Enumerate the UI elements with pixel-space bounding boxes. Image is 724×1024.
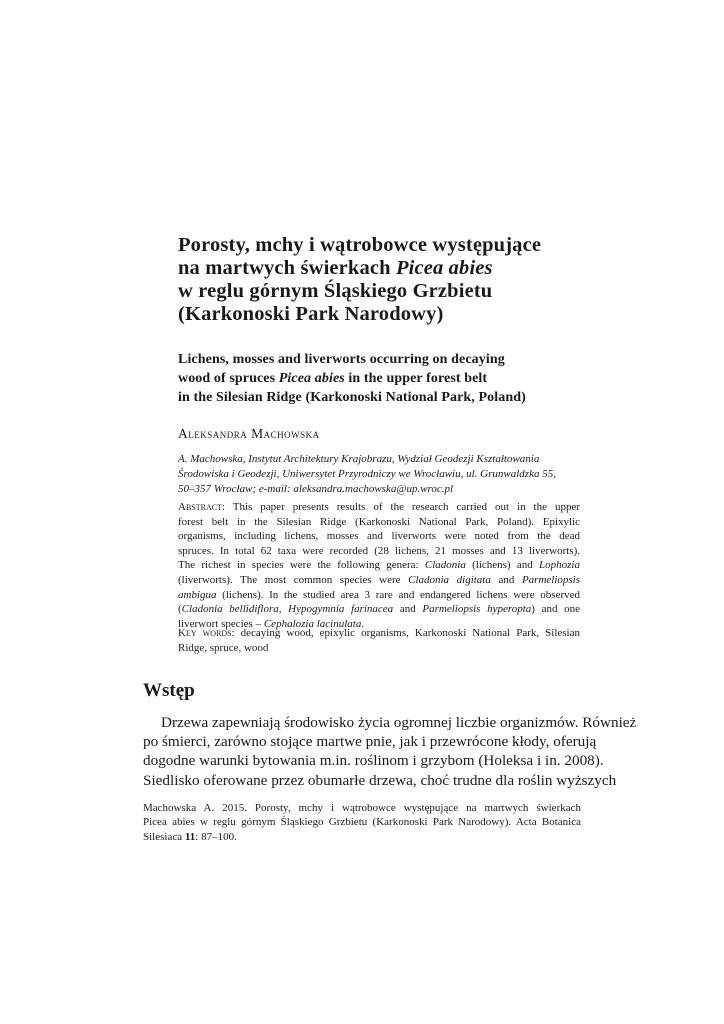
species-name: Cladonia digitata [408,573,491,586]
affiliation-line-1: A. Machowska, Instytut Architektury Krajobrazu, Wydział Geodezji Kształtowania [178,453,540,465]
title-polish-line-2-text: na martwych świerkach [178,257,396,279]
abstract-text: . [361,617,365,630]
citation-line-1: Machowska A. 2015. Porosty, mchy i wątrobowce występujące na martwych świerkach [143,802,581,814]
keywords-line-1 [178,626,580,641]
abstract-text: (lichens) and [465,559,540,572]
author-name: Aleksandra Machowska [178,426,320,441]
body-line-3: dogodne warunki bytowania m.in. roślinom i grzybom (Holeksa i in. 2008). [143,752,604,770]
abstract-line-6 [178,573,580,588]
genus-name: Cladonia [424,559,466,572]
citation-text: : 87–100. [195,830,237,843]
abstract-line-7 [178,588,580,603]
title-polish-line-2 [178,257,618,280]
title-english [178,350,598,407]
title-english-line-2-text-b: in the upper forest belt [344,371,488,386]
section-body [143,713,637,790]
citation-line-3 [143,830,581,844]
affiliation-line-2: Środowiska i Geodezji, Uniwersytet Przyrodniczy we Wrocławiu, ul. Grunwaldzka 55, [178,468,556,480]
author-affiliation [178,452,578,497]
title-english-line-2-text-a: wood of spruces [178,371,279,386]
species-name: Parmeliopsis hyperopta [422,603,532,616]
species-name: Cladonia bellidiflora, Hypogymnia farinacea [181,603,394,616]
title-polish [178,234,618,326]
abstract-text: This paper presents results of the research carried out in the upper [225,501,580,513]
abstract-text: The richest in species were the following genera: [178,559,425,572]
title-english-line-2 [178,369,598,388]
title-english-line-1: Lichens, mosses and liverworts occurring on decaying [178,352,505,367]
abstract-text: (liverworts). The most common species were [178,573,409,586]
abstract-line-4: spruces. In total 62 taxa were recorded (28 lichens, 21 mosses and 13 liverworts). [178,544,580,557]
keywords-line-2: Ridge, spruce, wood [178,641,269,654]
species-name: Parmeliopsis [521,573,580,586]
citation-footnote [143,801,581,844]
abstract-line-8 [178,602,580,617]
keywords-text: decaying wood, epixylic organisms, Karkonoski National Park, Silesian [234,627,580,639]
abstract-line-1 [178,500,580,515]
abstract-text: ( [178,603,182,616]
genus-name: Lophozia [539,559,580,572]
title-english-line-3: in the Silesian Ridge (Karkonoski National Park, Poland) [178,390,526,405]
title-polish-line-4: (Karkonoski Park Narodowy) [178,303,444,325]
species-name: Picea abies [278,371,345,386]
abstract-line-3: organisms, including lichens, mosses and liverworts were noted from the dead [178,530,580,543]
body-line-4: Siedlisko oferowane przez obumarłe drzewa, choć trudne dla roślin wyższych [143,771,617,789]
abstract-line-5 [178,558,580,573]
species-name: Picea abies [395,257,493,279]
species-name: ambigua [178,588,217,601]
abstract-text: and [393,603,423,616]
abstract-text: ) and one [531,603,581,616]
body-line-1: Drzewa zapewniają środowisko życia ogromnej liczbie organizmów. Również [161,714,637,731]
body-line-2: po śmierci, zarówno stojące martwe pnie, jak i przewrócone kłody, oferują [143,733,597,751]
abstract-label: Abstract: [178,501,226,513]
citation-text: Silesiaca [143,830,185,843]
abstract-line-2: forest belt in the Silesian Ridge (Karkonoski National Park, Poland). Epixylic [178,515,580,528]
journal-volume: 11 [184,830,196,843]
abstract-text: liverwort species – [178,617,264,630]
title-polish-line-1: Porosty, mchy i wątrobowce występujące [178,234,542,256]
keywords [178,626,580,655]
abstract-text: (lichens). In the studied area 3 rare and endangered lichens were observed [216,588,580,601]
species-name: Cephalozia lacinulata [263,617,362,630]
title-polish-line-3: w reglu górnym Śląskiego Grzbietu [178,280,493,302]
section-heading: Wstęp [143,680,195,701]
affiliation-line-3: 50–357 Wrocław; e-mail: aleksandra.machowska@up.wroc.pl [178,483,454,495]
abstract-text: and [490,573,522,586]
citation-line-2: Picea abies w reglu górnym Śląskiego Grzbietu (Karkonoski Park Narodowy). Acta Botanica [143,816,581,829]
keywords-label: Key words: [178,627,235,639]
abstract [178,500,580,631]
